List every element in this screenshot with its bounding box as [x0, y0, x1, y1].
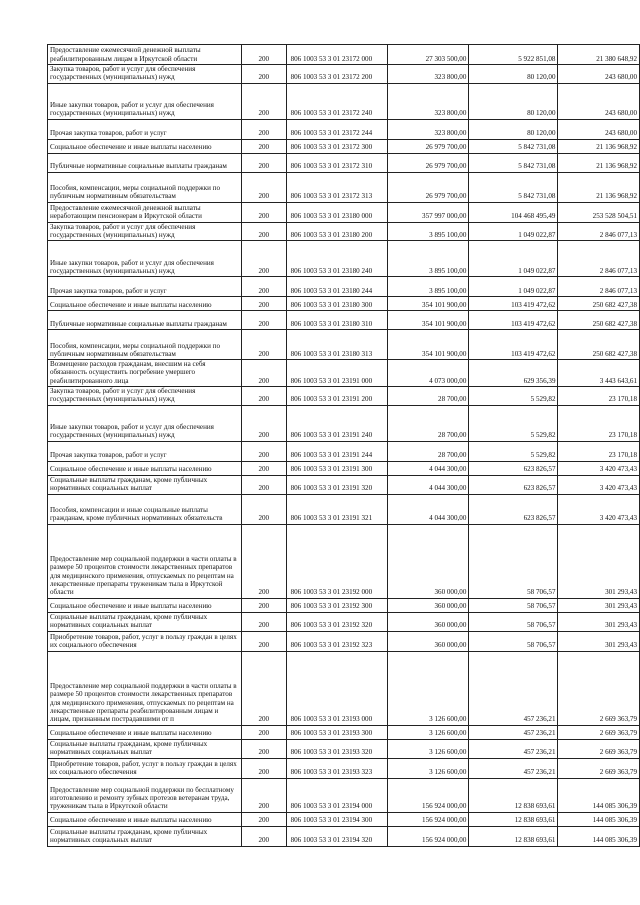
row-approved-cell: 156 924 000,00	[387, 826, 468, 846]
row-budget-code-cell: 806 1003 53 3 01 23192 320	[286, 612, 387, 631]
row-name-cell: Предоставление ежемесячной денежной выплаты реабилитированным лицам в Иркутской области	[48, 45, 242, 65]
row-remaining-cell: 21 136 968,92	[558, 139, 640, 153]
row-approved-cell: 28 700,00	[387, 441, 468, 461]
row-line-code-cell: 200	[241, 311, 286, 330]
row-line-code-cell: 200	[241, 826, 286, 846]
row-executed-cell: 58 706,57	[469, 612, 558, 631]
row-line-code-cell: 200	[241, 202, 286, 222]
table-row	[48, 598, 640, 612]
row-line-code-cell: 200	[241, 778, 286, 812]
row-remaining-cell: 21 136 968,92	[558, 172, 640, 202]
row-name-cell: Социальное обеспечение и иные выплаты населению	[48, 598, 242, 612]
table-row	[48, 139, 640, 153]
row-name-cell: Социальные выплаты гражданам, кроме публичных нормативных социальных выплат	[48, 739, 242, 758]
row-budget-code-cell: 806 1003 53 3 01 23172 300	[286, 139, 387, 153]
row-name-cell: Пособия, компенсации, меры социальной поддержки по публичным нормативным обязательствам	[48, 330, 242, 360]
row-line-code-cell: 200	[241, 651, 286, 725]
row-approved-cell: 4 044 300,00	[387, 494, 468, 524]
budget-execution-table	[47, 44, 640, 847]
row-remaining-cell: 301 293,43	[558, 612, 640, 631]
table-row	[48, 826, 640, 846]
row-budget-code-cell: 806 1003 53 3 01 23191 321	[286, 494, 387, 524]
row-budget-code-cell: 806 1003 53 3 01 23172 244	[286, 119, 387, 139]
table-row	[48, 83, 640, 119]
row-executed-cell: 1 049 022,87	[469, 241, 558, 277]
row-budget-code-cell: 806 1003 53 3 01 23194 000	[286, 778, 387, 812]
table-row	[48, 612, 640, 631]
table-row	[48, 277, 640, 297]
row-name-cell: Прочая закупка товаров, работ и услуг	[48, 277, 242, 297]
row-approved-cell: 3 895 100,00	[387, 277, 468, 297]
table-row	[48, 778, 640, 812]
row-name-cell: Предоставление мер социальной поддержки в части оплаты в размере 50 процентов стоимости лекарственных препаратов для медицинского применения, отпускаемых по рецептам на лекарственные препараты труженикам тыла в Иркутской области	[48, 524, 242, 598]
row-executed-cell: 5 842 731,08	[469, 172, 558, 202]
row-approved-cell: 156 924 000,00	[387, 812, 468, 826]
row-executed-cell: 12 838 693,61	[469, 778, 558, 812]
row-line-code-cell: 200	[241, 119, 286, 139]
row-line-code-cell: 200	[241, 360, 286, 387]
row-approved-cell: 4 044 300,00	[387, 461, 468, 475]
row-remaining-cell: 2 846 077,13	[558, 241, 640, 277]
row-remaining-cell: 3 420 473,43	[558, 494, 640, 524]
row-budget-code-cell: 806 1003 53 3 01 23191 240	[286, 405, 387, 441]
table-row	[48, 222, 640, 241]
row-line-code-cell: 200	[241, 441, 286, 461]
row-executed-cell: 1 049 022,87	[469, 277, 558, 297]
row-budget-code-cell: 806 1003 53 3 01 23191 200	[286, 387, 387, 406]
row-approved-cell: 354 101 900,00	[387, 311, 468, 330]
row-executed-cell: 103 419 472,62	[469, 330, 558, 360]
row-name-cell: Социальное обеспечение и иные выплаты населению	[48, 139, 242, 153]
row-approved-cell: 4 044 300,00	[387, 475, 468, 494]
row-remaining-cell: 243 680,00	[558, 65, 640, 84]
row-executed-cell: 457 236,21	[469, 758, 558, 778]
row-budget-code-cell: 806 1003 53 3 01 23180 200	[286, 222, 387, 241]
row-budget-code-cell: 806 1003 53 3 01 23172 313	[286, 172, 387, 202]
row-line-code-cell: 200	[241, 612, 286, 631]
row-line-code-cell: 200	[241, 758, 286, 778]
row-name-cell: Социальное обеспечение и иные выплаты населению	[48, 297, 242, 311]
row-line-code-cell: 200	[241, 297, 286, 311]
row-budget-code-cell: 806 1003 53 3 01 23172 310	[286, 153, 387, 172]
row-approved-cell: 156 924 000,00	[387, 778, 468, 812]
row-remaining-cell: 3 443 643,61	[558, 360, 640, 387]
table-row	[48, 360, 640, 387]
row-remaining-cell: 3 420 473,43	[558, 461, 640, 475]
row-name-cell: Социальные выплаты гражданам, кроме публичных нормативных социальных выплат	[48, 826, 242, 846]
row-budget-code-cell: 806 1003 53 3 01 23191 320	[286, 475, 387, 494]
row-line-code-cell: 200	[241, 277, 286, 297]
row-budget-code-cell: 806 1003 53 3 01 23192 323	[286, 631, 387, 651]
row-name-cell: Закупка товаров, работ и услуг для обеспечения государственных (муниципальных) нужд	[48, 387, 242, 406]
row-budget-code-cell: 806 1003 53 3 01 23192 000	[286, 524, 387, 598]
row-remaining-cell: 144 085 306,39	[558, 826, 640, 846]
row-remaining-cell: 243 680,00	[558, 119, 640, 139]
row-name-cell: Социальное обеспечение и иные выплаты населению	[48, 812, 242, 826]
row-approved-cell: 357 997 000,00	[387, 202, 468, 222]
row-name-cell: Иные закупки товаров, работ и услуг для обеспечения государственных (муниципальных) нужд	[48, 405, 242, 441]
row-approved-cell: 26 979 700,00	[387, 153, 468, 172]
row-budget-code-cell: 806 1003 53 3 01 23180 313	[286, 330, 387, 360]
row-line-code-cell: 200	[241, 83, 286, 119]
row-remaining-cell: 2 669 363,79	[558, 739, 640, 758]
row-remaining-cell: 2 846 077,13	[558, 222, 640, 241]
row-approved-cell: 4 073 000,00	[387, 360, 468, 387]
row-line-code-cell: 200	[241, 524, 286, 598]
row-budget-code-cell: 806 1003 53 3 01 23193 323	[286, 758, 387, 778]
row-budget-code-cell: 806 1003 53 3 01 23192 300	[286, 598, 387, 612]
row-line-code-cell: 200	[241, 139, 286, 153]
row-executed-cell: 103 419 472,62	[469, 311, 558, 330]
row-line-code-cell: 200	[241, 812, 286, 826]
table-row	[48, 631, 640, 651]
row-remaining-cell: 301 293,43	[558, 524, 640, 598]
table-row	[48, 651, 640, 725]
row-name-cell: Предоставление мер социальной поддержки в части оплаты в размере 50 процентов стоимости лекарственных препаратов для медицинского применения, отпускаемых по рецептам на лекарственные препараты реабилитированным лицам и лицам, признанным пострадавшими от п	[48, 651, 242, 725]
row-name-cell: Пособия, компенсации и иные социальные выплаты гражданам, кроме публичных нормативных обязательств	[48, 494, 242, 524]
row-budget-code-cell: 806 1003 53 3 01 23180 300	[286, 297, 387, 311]
table-row	[48, 241, 640, 277]
row-line-code-cell: 200	[241, 65, 286, 84]
row-remaining-cell: 23 170,18	[558, 387, 640, 406]
row-remaining-cell: 2 669 363,79	[558, 758, 640, 778]
row-approved-cell: 323 800,00	[387, 65, 468, 84]
row-remaining-cell: 301 293,43	[558, 631, 640, 651]
row-budget-code-cell: 806 1003 53 3 01 23180 244	[286, 277, 387, 297]
row-approved-cell: 360 000,00	[387, 612, 468, 631]
row-budget-code-cell: 806 1003 53 3 01 23180 000	[286, 202, 387, 222]
row-remaining-cell: 2 669 363,79	[558, 651, 640, 725]
row-executed-cell: 457 236,21	[469, 725, 558, 739]
row-executed-cell: 80 120,00	[469, 119, 558, 139]
row-approved-cell: 3 126 600,00	[387, 651, 468, 725]
table-row	[48, 45, 640, 65]
row-line-code-cell: 200	[241, 172, 286, 202]
row-budget-code-cell: 806 1003 53 3 01 23172 200	[286, 65, 387, 84]
row-executed-cell: 80 120,00	[469, 65, 558, 84]
row-executed-cell: 12 838 693,61	[469, 812, 558, 826]
table-row	[48, 65, 640, 84]
row-executed-cell: 12 838 693,61	[469, 826, 558, 846]
row-approved-cell: 323 800,00	[387, 83, 468, 119]
row-remaining-cell: 301 293,43	[558, 598, 640, 612]
row-approved-cell: 3 126 600,00	[387, 758, 468, 778]
row-executed-cell: 58 706,57	[469, 598, 558, 612]
row-executed-cell: 457 236,21	[469, 651, 558, 725]
row-name-cell: Социальное обеспечение и иные выплаты населению	[48, 725, 242, 739]
row-name-cell: Публичные нормативные социальные выплаты гражданам	[48, 153, 242, 172]
row-line-code-cell: 200	[241, 739, 286, 758]
row-line-code-cell: 200	[241, 475, 286, 494]
row-budget-code-cell: 806 1003 53 3 01 23191 244	[286, 441, 387, 461]
row-name-cell: Социальные выплаты гражданам, кроме публичных нормативных социальных выплат	[48, 475, 242, 494]
table-row	[48, 758, 640, 778]
row-executed-cell: 5 529,82	[469, 441, 558, 461]
row-name-cell: Закупка товаров, работ и услуг для обеспечения государственных (муниципальных) нужд	[48, 65, 242, 84]
row-approved-cell: 3 895 100,00	[387, 241, 468, 277]
row-approved-cell: 3 895 100,00	[387, 222, 468, 241]
row-name-cell: Прочая закупка товаров, работ и услуг	[48, 119, 242, 139]
row-budget-code-cell: 806 1003 53 3 01 23172 000	[286, 45, 387, 65]
table-row	[48, 441, 640, 461]
table-row	[48, 311, 640, 330]
row-name-cell: Приобретение товаров, работ, услуг в пользу граждан в целях их социального обеспечения	[48, 758, 242, 778]
row-executed-cell: 457 236,21	[469, 739, 558, 758]
row-executed-cell: 5 842 731,08	[469, 153, 558, 172]
row-line-code-cell: 200	[241, 387, 286, 406]
row-executed-cell: 623 826,57	[469, 475, 558, 494]
row-name-cell: Иные закупки товаров, работ и услуг для обеспечения государственных (муниципальных) нужд	[48, 83, 242, 119]
row-approved-cell: 354 101 900,00	[387, 297, 468, 311]
row-budget-code-cell: 806 1003 53 3 01 23180 310	[286, 311, 387, 330]
row-remaining-cell: 253 528 504,51	[558, 202, 640, 222]
row-budget-code-cell: 806 1003 53 3 01 23193 320	[286, 739, 387, 758]
row-executed-cell: 5 922 851,08	[469, 45, 558, 65]
row-approved-cell: 323 800,00	[387, 119, 468, 139]
table-row	[48, 812, 640, 826]
table-row	[48, 330, 640, 360]
row-name-cell: Закупка товаров, работ и услуг для обеспечения государственных (муниципальных) нужд	[48, 222, 242, 241]
row-name-cell: Социальные выплаты гражданам, кроме публичных нормативных социальных выплат	[48, 612, 242, 631]
table-row	[48, 494, 640, 524]
row-remaining-cell: 2 669 363,79	[558, 725, 640, 739]
row-approved-cell: 360 000,00	[387, 598, 468, 612]
row-approved-cell: 360 000,00	[387, 631, 468, 651]
row-name-cell: Прочая закупка товаров, работ и услуг	[48, 441, 242, 461]
table-row	[48, 524, 640, 598]
row-name-cell: Предоставление мер социальной поддержки по бесплатному изготовлению и ремонту зубных протезов ветеранам труда, труженикам тыла в Иркутской области	[48, 778, 242, 812]
row-budget-code-cell: 806 1003 53 3 01 23191 300	[286, 461, 387, 475]
row-remaining-cell: 144 085 306,39	[558, 812, 640, 826]
row-line-code-cell: 200	[241, 598, 286, 612]
row-remaining-cell: 21 380 648,92	[558, 45, 640, 65]
row-budget-code-cell: 806 1003 53 3 01 23193 000	[286, 651, 387, 725]
row-name-cell: Публичные нормативные социальные выплаты гражданам	[48, 311, 242, 330]
row-remaining-cell: 250 682 427,38	[558, 330, 640, 360]
row-approved-cell: 3 126 600,00	[387, 725, 468, 739]
table-row	[48, 119, 640, 139]
row-approved-cell: 26 979 700,00	[387, 172, 468, 202]
table-body	[48, 45, 640, 847]
row-executed-cell: 5 529,82	[469, 405, 558, 441]
row-approved-cell: 28 700,00	[387, 405, 468, 441]
row-budget-code-cell: 806 1003 53 3 01 23194 320	[286, 826, 387, 846]
row-executed-cell: 623 826,57	[469, 461, 558, 475]
row-name-cell: Возмещение расходов гражданам, внесшим на себя обязанность осуществить погребение умершего реабилитированного лица	[48, 360, 242, 387]
table-row	[48, 461, 640, 475]
row-name-cell: Социальное обеспечение и иные выплаты населению	[48, 461, 242, 475]
table-row	[48, 405, 640, 441]
row-name-cell: Предоставление ежемесячной денежной выплаты неработающим пенсионерам в Иркутской области	[48, 202, 242, 222]
row-line-code-cell: 200	[241, 45, 286, 65]
row-line-code-cell: 200	[241, 725, 286, 739]
row-line-code-cell: 200	[241, 631, 286, 651]
row-remaining-cell: 243 680,00	[558, 83, 640, 119]
row-executed-cell: 1 049 022,87	[469, 222, 558, 241]
row-budget-code-cell: 806 1003 53 3 01 23193 300	[286, 725, 387, 739]
row-budget-code-cell: 806 1003 53 3 01 23180 240	[286, 241, 387, 277]
row-approved-cell: 360 000,00	[387, 524, 468, 598]
table-row	[48, 153, 640, 172]
table-row	[48, 202, 640, 222]
row-remaining-cell: 2 846 077,13	[558, 277, 640, 297]
row-line-code-cell: 200	[241, 461, 286, 475]
row-name-cell: Пособия, компенсации, меры социальной поддержки по публичным нормативным обязательствам	[48, 172, 242, 202]
row-remaining-cell: 250 682 427,38	[558, 297, 640, 311]
row-remaining-cell: 23 170,18	[558, 441, 640, 461]
row-budget-code-cell: 806 1003 53 3 01 23194 300	[286, 812, 387, 826]
row-executed-cell: 629 356,39	[469, 360, 558, 387]
row-line-code-cell: 200	[241, 241, 286, 277]
row-line-code-cell: 200	[241, 494, 286, 524]
row-executed-cell: 80 120,00	[469, 83, 558, 119]
row-remaining-cell: 144 085 306,39	[558, 778, 640, 812]
row-executed-cell: 623 826,57	[469, 494, 558, 524]
row-name-cell: Приобретение товаров, работ, услуг в пользу граждан в целях их социального обеспечения	[48, 631, 242, 651]
row-line-code-cell: 200	[241, 222, 286, 241]
table-row	[48, 725, 640, 739]
table-row	[48, 475, 640, 494]
row-executed-cell: 103 419 472,62	[469, 297, 558, 311]
row-executed-cell: 104 468 495,49	[469, 202, 558, 222]
table-row	[48, 172, 640, 202]
row-approved-cell: 27 303 500,00	[387, 45, 468, 65]
table-row	[48, 739, 640, 758]
row-line-code-cell: 200	[241, 405, 286, 441]
row-line-code-cell: 200	[241, 330, 286, 360]
row-remaining-cell: 250 682 427,38	[558, 311, 640, 330]
row-line-code-cell: 200	[241, 153, 286, 172]
table-row	[48, 297, 640, 311]
row-executed-cell: 58 706,57	[469, 631, 558, 651]
row-remaining-cell: 21 136 968,92	[558, 153, 640, 172]
row-name-cell: Иные закупки товаров, работ и услуг для обеспечения государственных (муниципальных) нужд	[48, 241, 242, 277]
row-budget-code-cell: 806 1003 53 3 01 23191 000	[286, 360, 387, 387]
row-approved-cell: 26 979 700,00	[387, 139, 468, 153]
row-approved-cell: 3 126 600,00	[387, 739, 468, 758]
row-executed-cell: 5 529,82	[469, 387, 558, 406]
row-executed-cell: 58 706,57	[469, 524, 558, 598]
row-approved-cell: 354 101 900,00	[387, 330, 468, 360]
table-row	[48, 387, 640, 406]
row-budget-code-cell: 806 1003 53 3 01 23172 240	[286, 83, 387, 119]
row-remaining-cell: 23 170,18	[558, 405, 640, 441]
row-approved-cell: 28 700,00	[387, 387, 468, 406]
row-executed-cell: 5 842 731,08	[469, 139, 558, 153]
row-remaining-cell: 3 420 473,43	[558, 475, 640, 494]
